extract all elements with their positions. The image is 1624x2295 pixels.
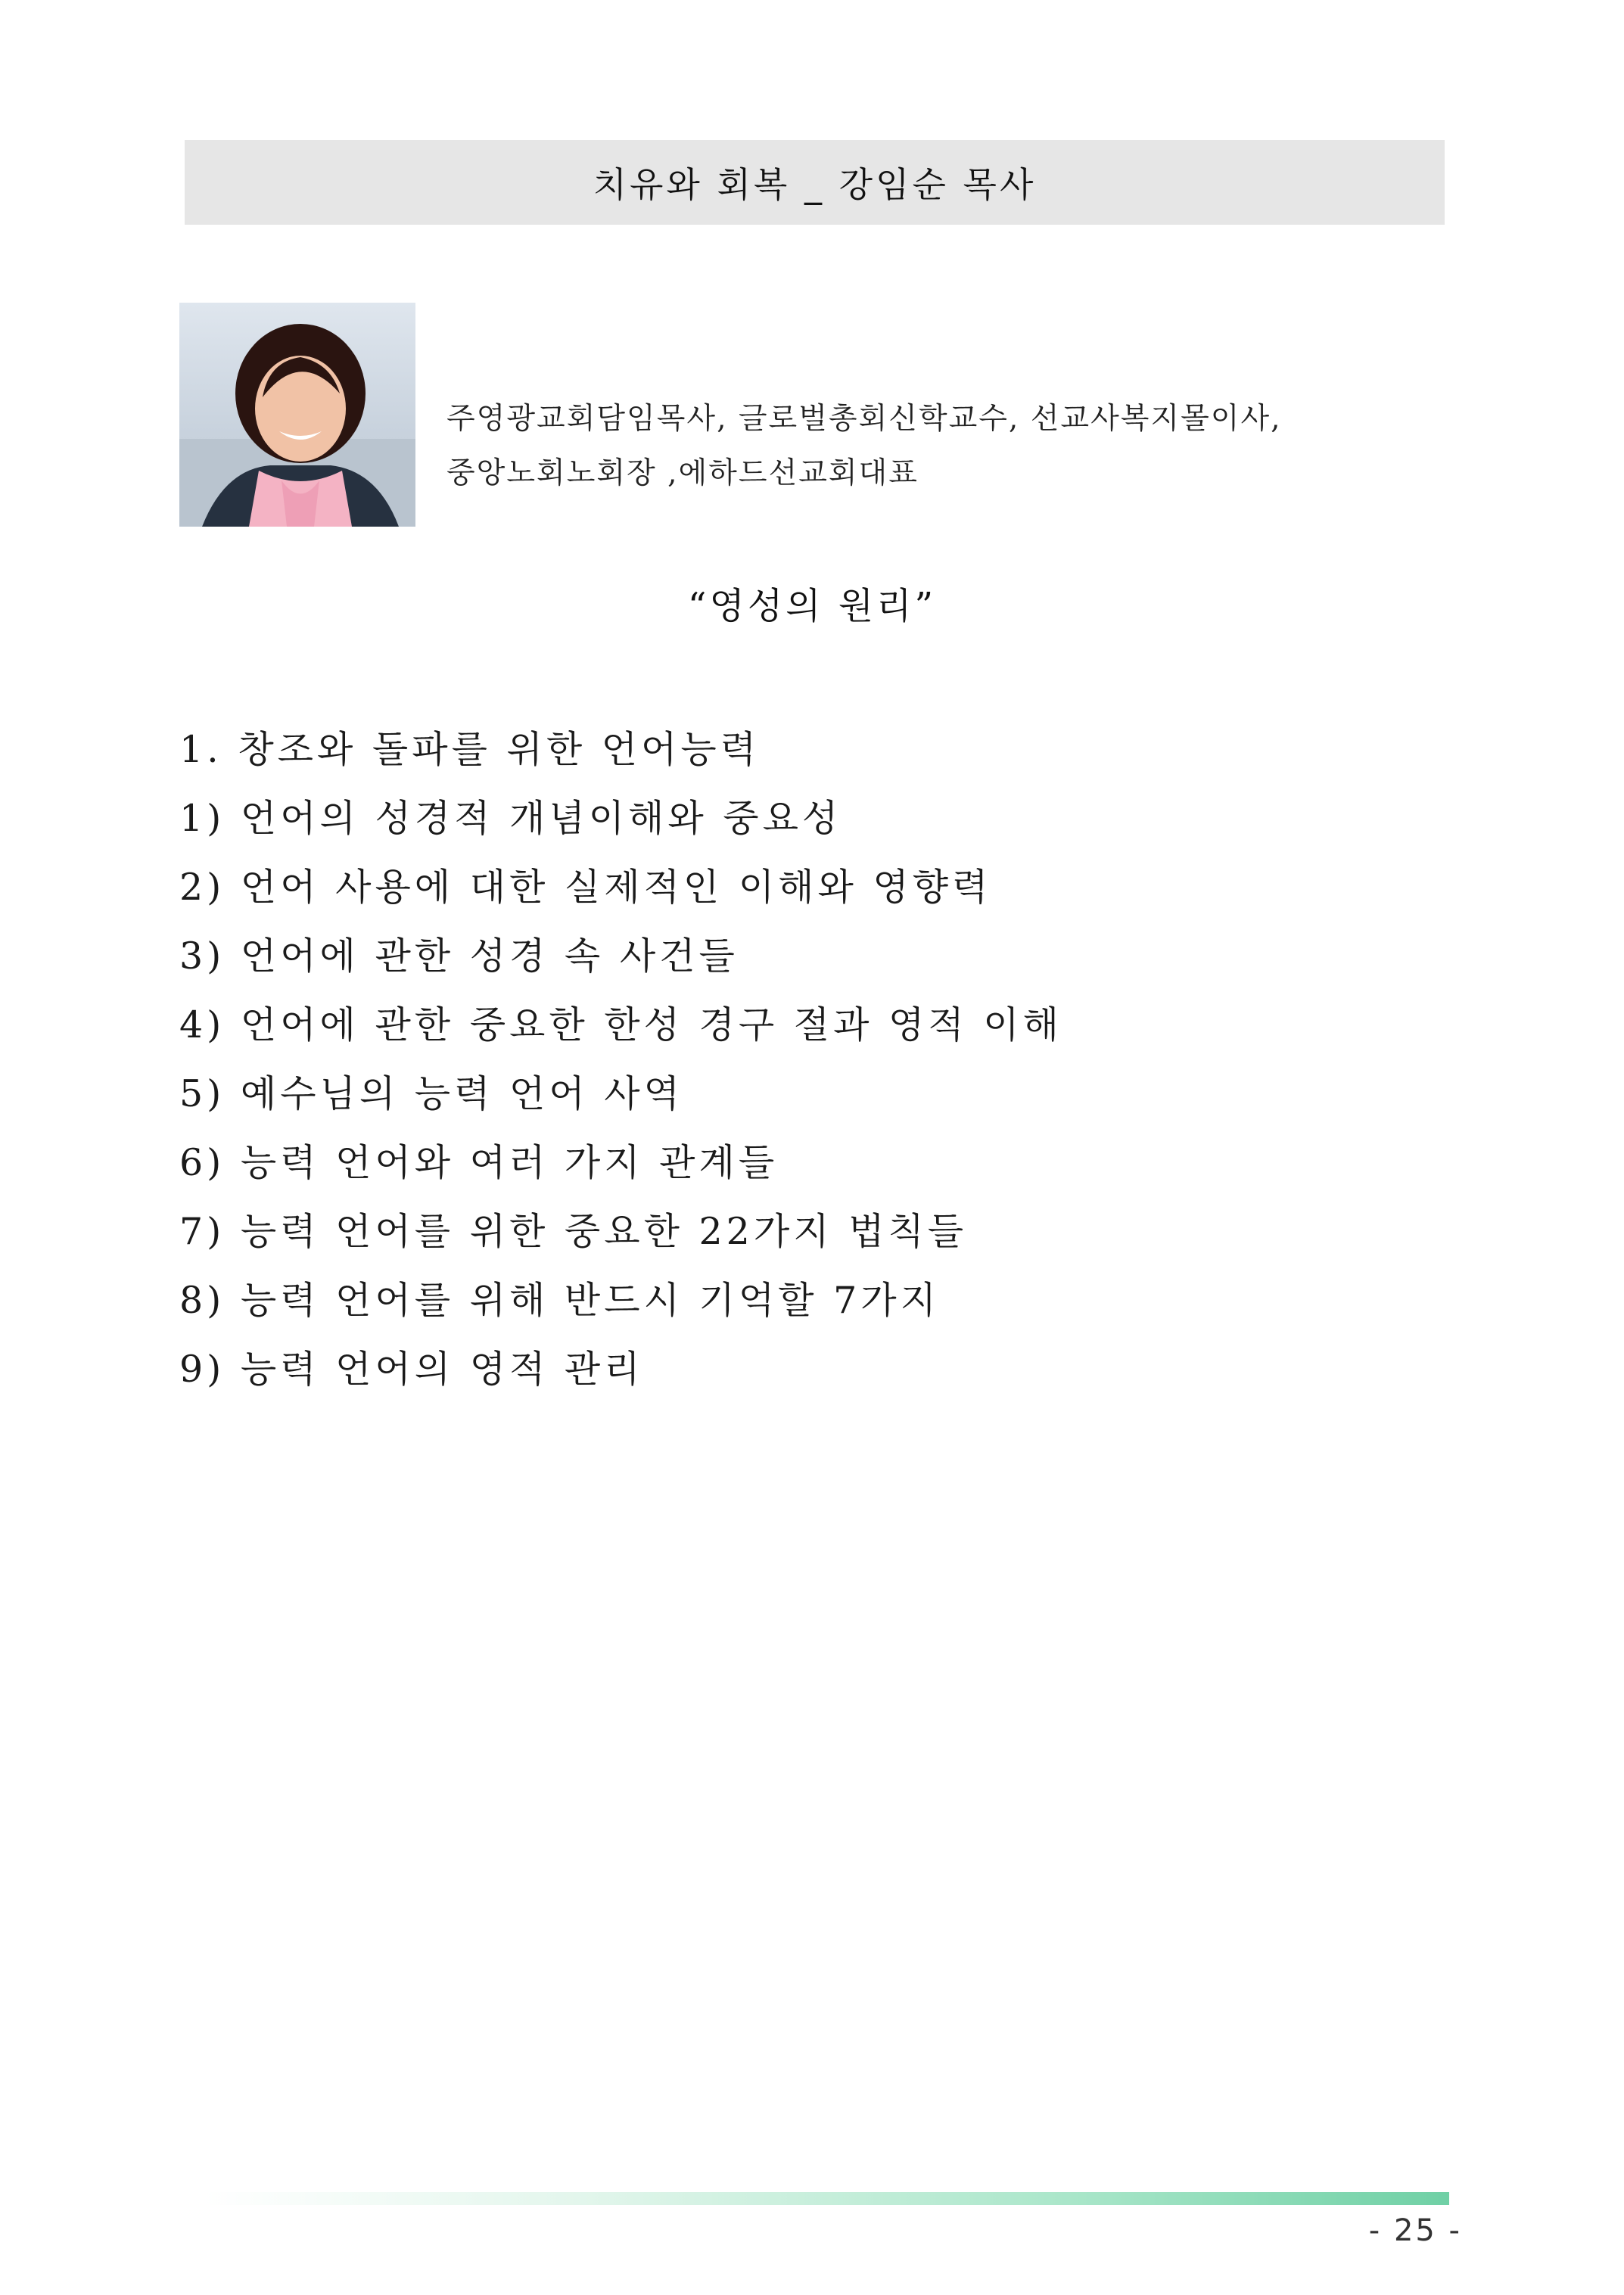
- footer-divider: [204, 2192, 1449, 2205]
- sermon-subtitle: “영성의 원리”: [687, 585, 937, 627]
- outline-item: 2) 언어 사용에 대한 실제적인 이해와 영향력: [179, 866, 992, 909]
- outline-item: 6) 능력 언어와 여러 가지 관계들: [179, 1141, 779, 1184]
- outline-item: 5) 예수님의 능력 언어 사역: [179, 1072, 683, 1115]
- author-titles-line-2: 중앙노회노회장 ,에하드선교회대표: [446, 456, 919, 490]
- outline-item: 3) 언어에 관한 성경 속 사건들: [179, 934, 739, 978]
- outline-item: 7) 능력 언어를 위한 중요한 22가지 법칙들: [179, 1210, 968, 1253]
- outline-item: 9) 능력 언어의 영적 관리: [179, 1348, 644, 1391]
- outline-list: [179, 715, 1062, 1404]
- page-number: - 25 -: [1368, 2213, 1462, 2248]
- outline-item: 1) 언어의 성경적 개념이해와 중요성: [179, 797, 842, 840]
- header-bar: [185, 140, 1445, 225]
- author-info: [446, 392, 1282, 501]
- page-title: 치유와 회복 _ 강임순 목사: [593, 164, 1037, 205]
- outline-item: 4) 언어에 관한 중요한 한성 경구 절과 영적 이해: [179, 1003, 1062, 1046]
- outline-heading: 1. 창조와 돌파를 위한 언어능력: [179, 728, 761, 771]
- author-titles-line-1: 주영광교회담임목사, 글로벌총회신학교수, 선교사복지몰이사,: [446, 402, 1282, 436]
- author-photo: [179, 303, 415, 527]
- outline-item: 8) 능력 언어를 위해 반드시 기억할 7가지: [179, 1279, 940, 1322]
- author-portrait-image: [179, 303, 415, 527]
